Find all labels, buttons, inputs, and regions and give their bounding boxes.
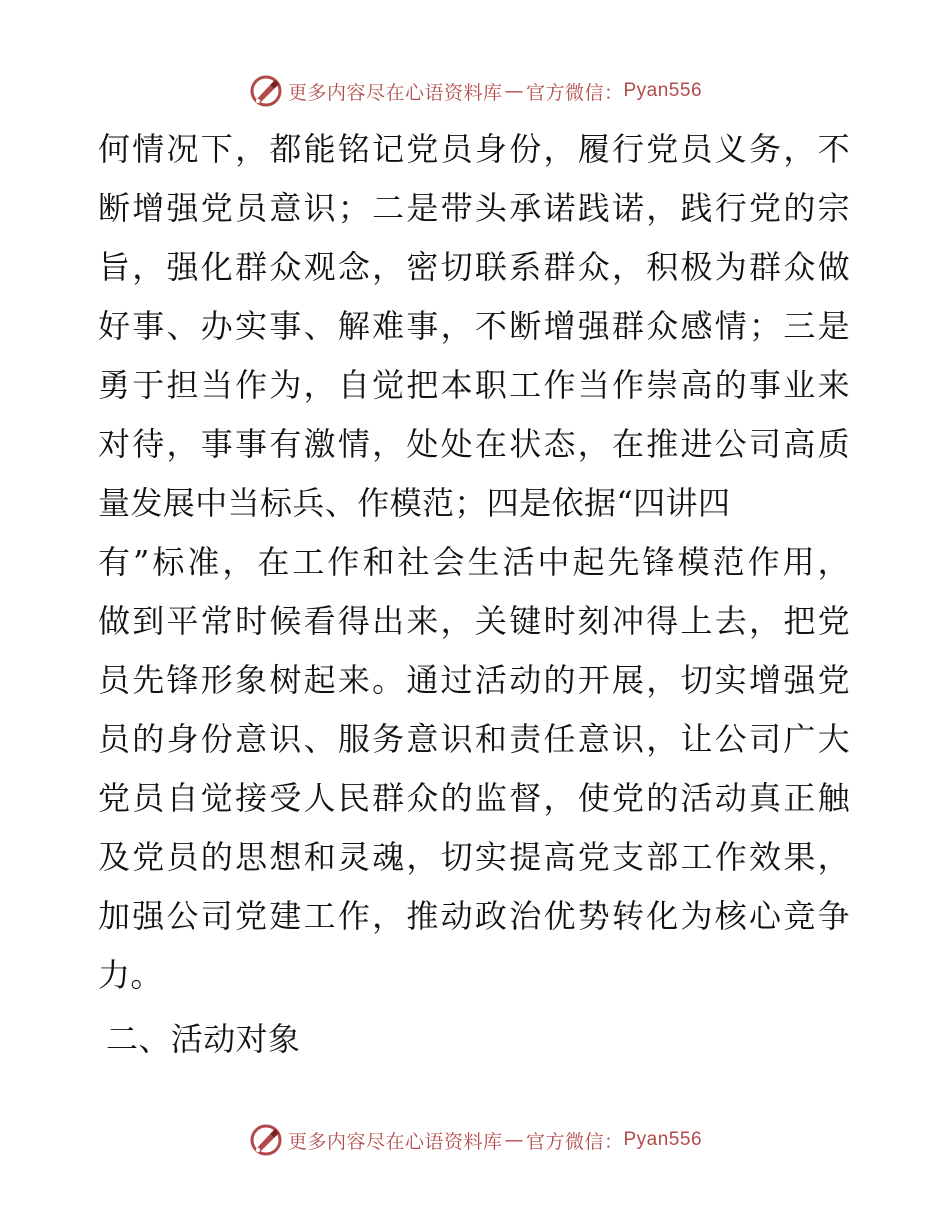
paragraph-line: 力。 bbox=[98, 956, 163, 994]
watermark-id: Pyan556 bbox=[623, 80, 703, 101]
paragraph-line: 对待，事事有激情，处处在状态，在推进公司高质 bbox=[98, 425, 850, 463]
watermark-id: Pyan556 bbox=[623, 1129, 703, 1150]
paragraph-line: 做到平常时候看得出来，关键时刻冲得上去，把党 bbox=[98, 602, 850, 640]
paragraph-line: 断增强党员意识；二是带头承诺践诺，践行党的宗 bbox=[98, 189, 850, 227]
paragraph-line: 好事、办实事、解难事，不断增强群众感情；三是 bbox=[98, 307, 850, 345]
paragraph-line: 及党员的思想和灵魂，切实提高党支部工作效果， bbox=[98, 838, 850, 876]
pen-logo-icon bbox=[248, 1122, 284, 1158]
watermark-separator: — bbox=[504, 1129, 524, 1151]
paragraph-line: 员的身份意识、服务意识和责任意识，让公司广大 bbox=[98, 720, 850, 758]
pen-logo-icon bbox=[248, 73, 284, 109]
paragraph-line: 勇于担当作为，自觉把本职工作当作崇高的事业来 bbox=[98, 366, 850, 404]
watermark-separator: — bbox=[504, 80, 524, 102]
paragraph-line: 何情况下，都能铭记党员身份，履行党员义务，不 bbox=[98, 130, 850, 168]
paragraph-line: 员先锋形象树起来。通过活动的开展，切实增强党 bbox=[98, 661, 850, 699]
watermark-contact: 官方微信： bbox=[525, 81, 624, 104]
watermark-text: 更多内容尽在心语资料库 bbox=[287, 1130, 503, 1153]
paragraph-line: 旨，强化群众观念，密切联系群众，积极为群众做 bbox=[98, 248, 850, 286]
watermark-header bbox=[0, 71, 950, 111]
section-heading: 二、活动对象 bbox=[106, 1020, 301, 1058]
paragraph-line: 加强公司党建工作，推动政治优势转化为核心竞争 bbox=[98, 897, 850, 935]
watermark-footer bbox=[0, 1120, 950, 1160]
paragraph-line: 党员自觉接受人民群众的监督，使党的活动真正触 bbox=[98, 779, 850, 817]
paragraph-line: 量发展中当标兵、作模范；四是依据“四讲四 bbox=[98, 484, 731, 522]
watermark-text: 更多内容尽在心语资料库 bbox=[287, 81, 503, 104]
watermark-contact: 官方微信： bbox=[525, 1130, 624, 1153]
body-paragraph bbox=[98, 120, 850, 1005]
paragraph-line: 有”标准，在工作和社会生活中起先锋模范作用， bbox=[98, 543, 850, 581]
